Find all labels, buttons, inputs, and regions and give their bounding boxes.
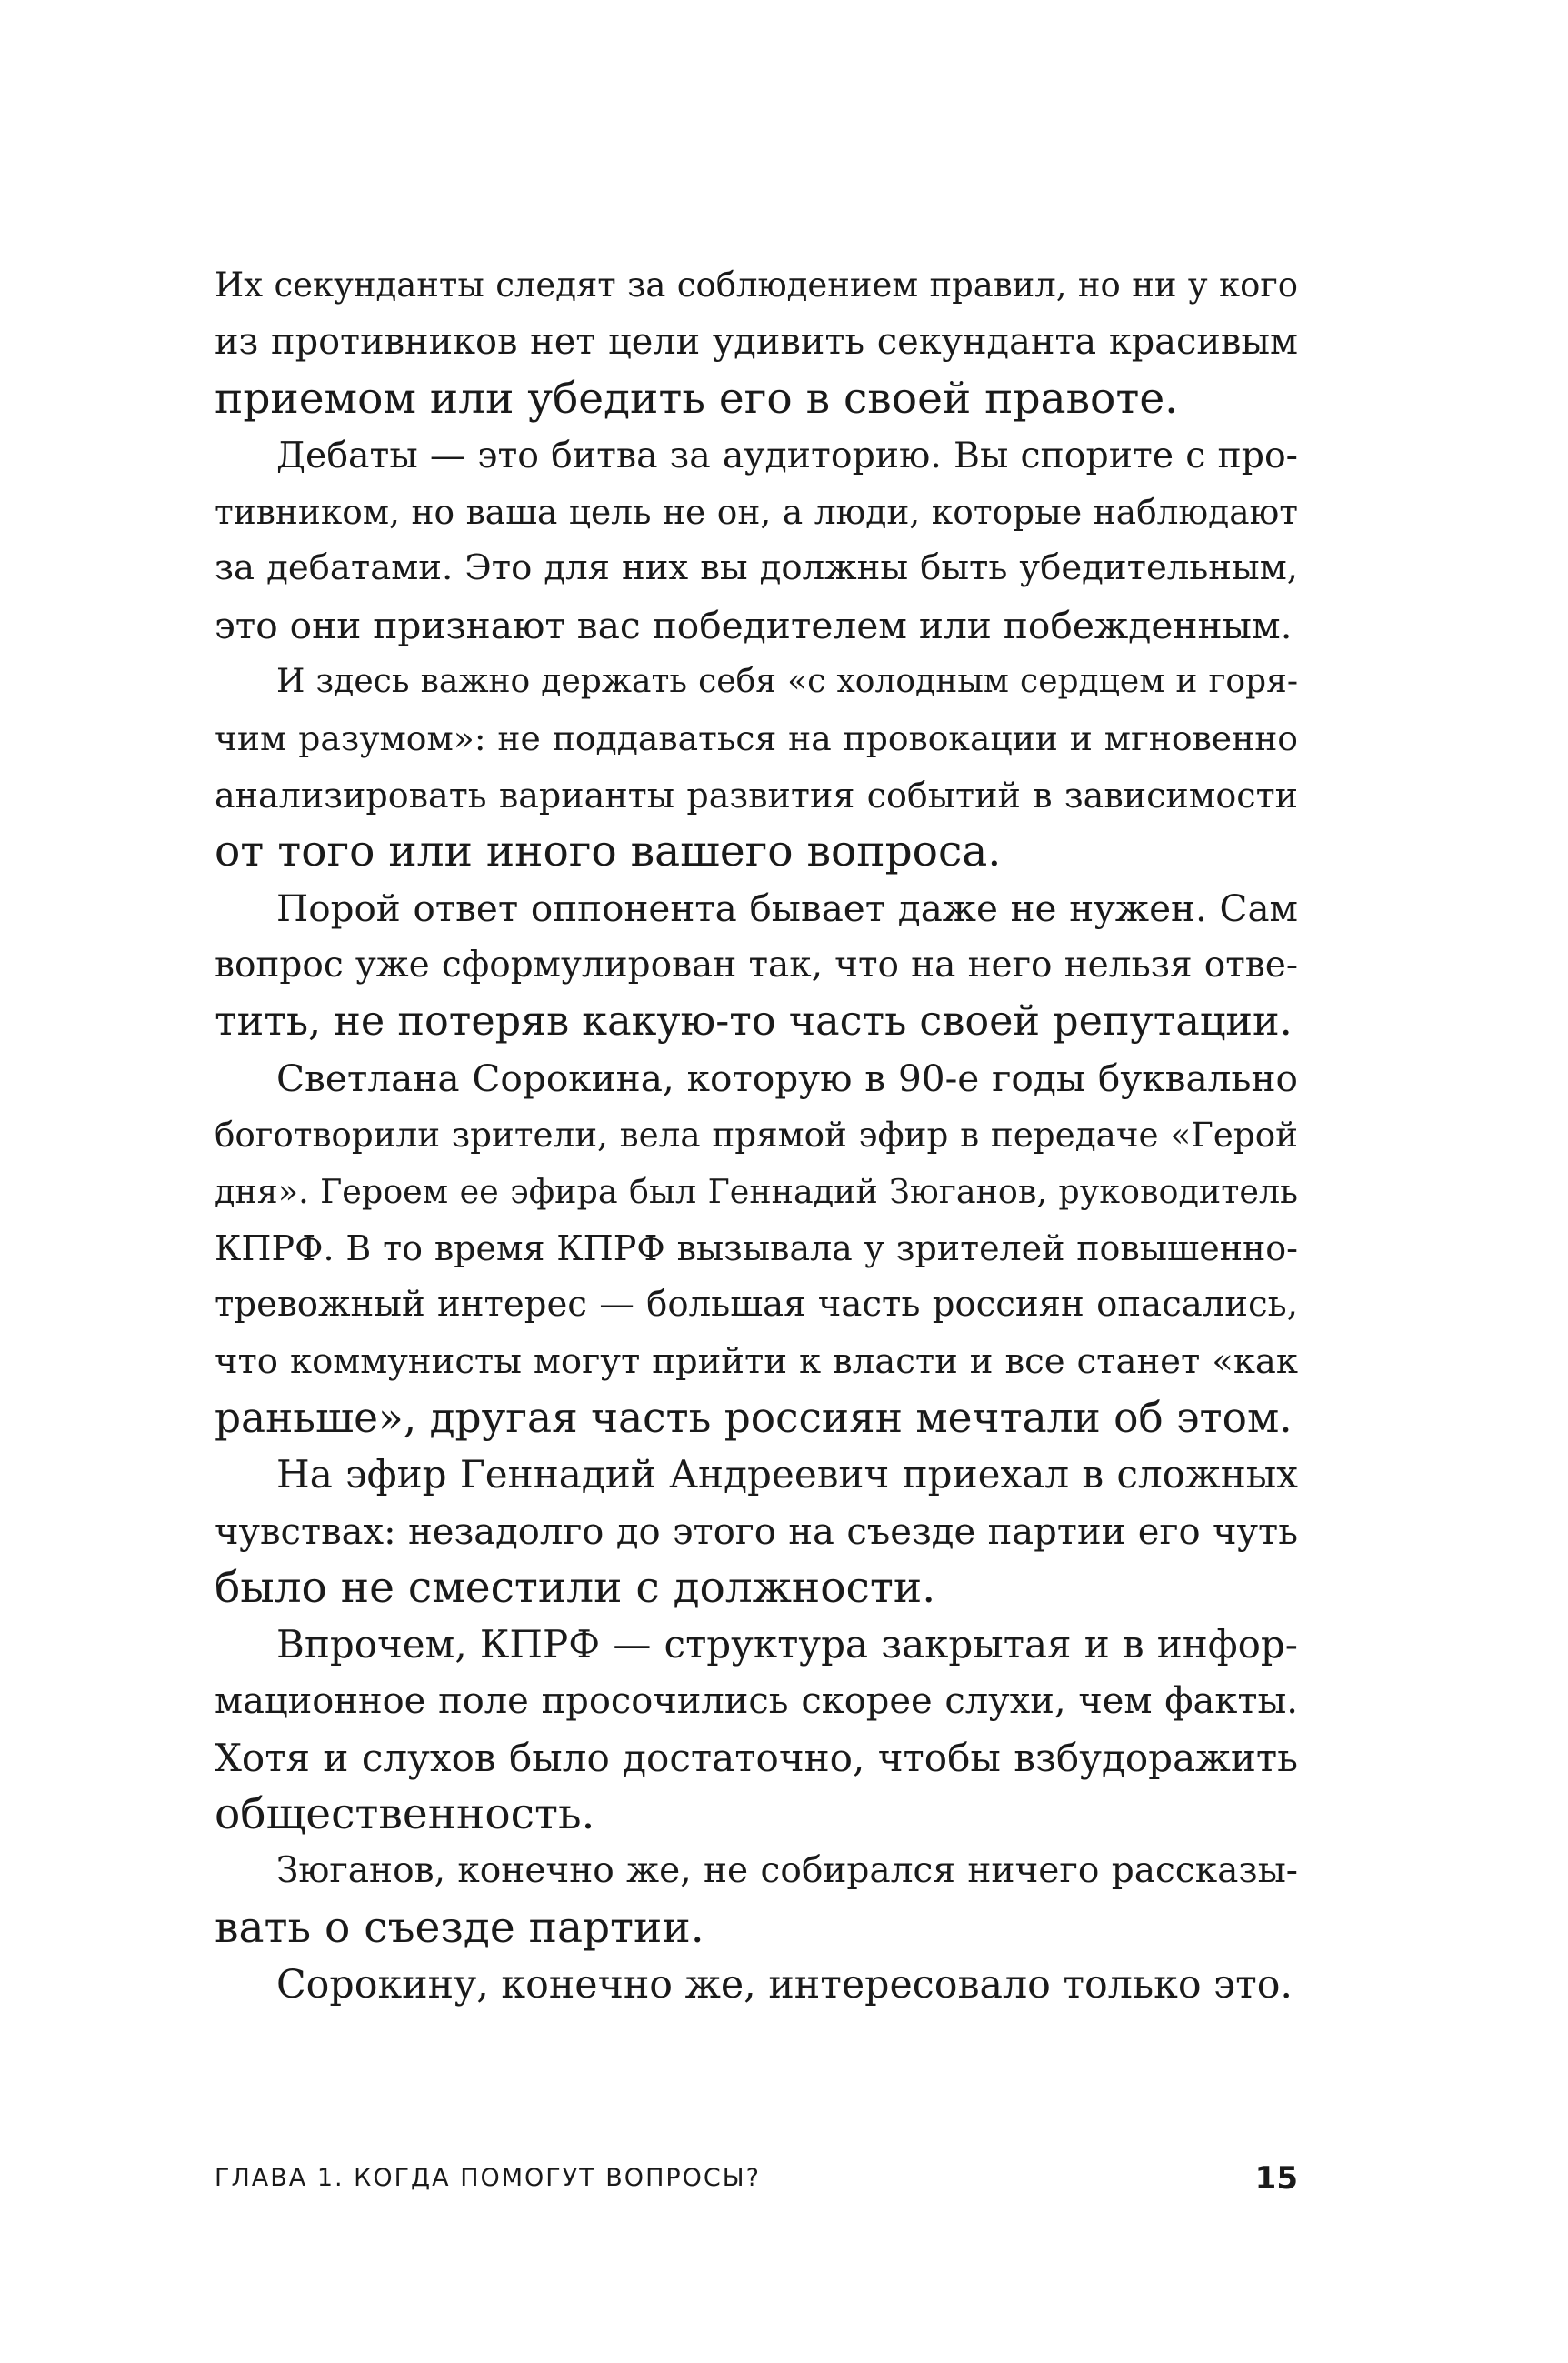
paragraph <box>215 1050 1298 1447</box>
text-line: Зюганов, конечно же, не собирался ничего рассказы- <box>276 1850 1298 1892</box>
text-line: это они признают вас победителем или побежденным. <box>215 603 1293 647</box>
text-line: чим разумом»: не поддаваться на провокации и мгновенно <box>215 718 1298 759</box>
text-line: за дебатами. Это для них вы должны быть убедительным, <box>215 547 1298 589</box>
text-line: мационное поле просочились скорее слухи, чем факты. <box>215 1680 1298 1723</box>
text-line: тивником, но ваша цель не он, а люди, которые наблюдают <box>215 492 1298 533</box>
text-line: анализировать варианты развития событий в зависимости <box>215 775 1298 816</box>
page-footer <box>215 2160 1298 2197</box>
paragraph <box>215 880 1298 1050</box>
text-line: Порой ответ оппонента бывает даже не нужен. Сам <box>276 886 1298 931</box>
paragraph <box>215 1957 1298 2013</box>
running-head: ГЛАВА 1. КОГДА ПОМОГУТ ВОПРОСЫ? <box>215 2164 761 2192</box>
text-line: раньше», другая часть россиян мечтали об этом. <box>215 1393 1293 1442</box>
text-line: что коммунисты могут прийти к власти и все станет «как <box>215 1340 1298 1382</box>
text-line: вопрос уже сформулирован так, что на него нельзя отве- <box>215 944 1298 986</box>
body-text <box>215 257 1298 2013</box>
text-line: боготворили зрители, вела прямой эфир в передаче «Герой <box>215 1115 1298 1156</box>
text-line: из противников нет цели удивить секунданта красивым <box>215 321 1298 364</box>
text-line: Дебаты — это битва за аудиторию. Вы спорите с про- <box>276 434 1298 476</box>
text-line: И здесь важно держать себя «с холодным сердцем и горя- <box>276 663 1298 701</box>
page-number: 15 <box>1254 2160 1298 2197</box>
text-line: приемом или убедить его в своей правоте. <box>215 373 1179 424</box>
paragraph <box>215 654 1298 880</box>
text-line: Их секунданты следят за соблюдением правил, но ни у кого <box>215 265 1298 305</box>
text-line: чувствах: незадолго до этого на съезде партии его чуть <box>215 1510 1298 1553</box>
paragraph <box>215 1447 1298 1617</box>
text-line: Хотя и слухов было достаточно, чтобы взбудоражить <box>215 1735 1298 1780</box>
text-line: Светлана Сорокина, которую в 90-е годы буквально <box>276 1056 1298 1101</box>
text-line: Сорокину, конечно же, интересовало только это. <box>276 1961 1293 2008</box>
paragraph <box>215 1617 1298 1843</box>
paragraph <box>215 1843 1298 1957</box>
text-line: дня». Героем ее эфира был Геннадий Зюганов, руководитель <box>215 1171 1298 1211</box>
text-line: КПРФ. В то время КПРФ вызывала у зрителей повышенно- <box>215 1228 1298 1269</box>
text-line: На эфир Геннадий Андреевич приехал в сложных <box>276 1452 1298 1497</box>
text-line: Впрочем, КПРФ — структура закрытая и в инфор- <box>276 1622 1298 1667</box>
text-line: было не сместили с должности. <box>215 1562 936 1613</box>
text-line: от того или иного вашего вопроса. <box>215 826 1002 876</box>
paragraph <box>215 427 1298 654</box>
text-line: тревожный интерес — большая часть россиян опасались, <box>215 1284 1298 1326</box>
text-line: тить, не потеряв какую-то часть своей репутации. <box>215 997 1293 1045</box>
text-line: общественность. <box>215 1789 595 1840</box>
paragraph <box>215 257 1298 427</box>
text-line: вать о съезде партии. <box>215 1902 704 1953</box>
